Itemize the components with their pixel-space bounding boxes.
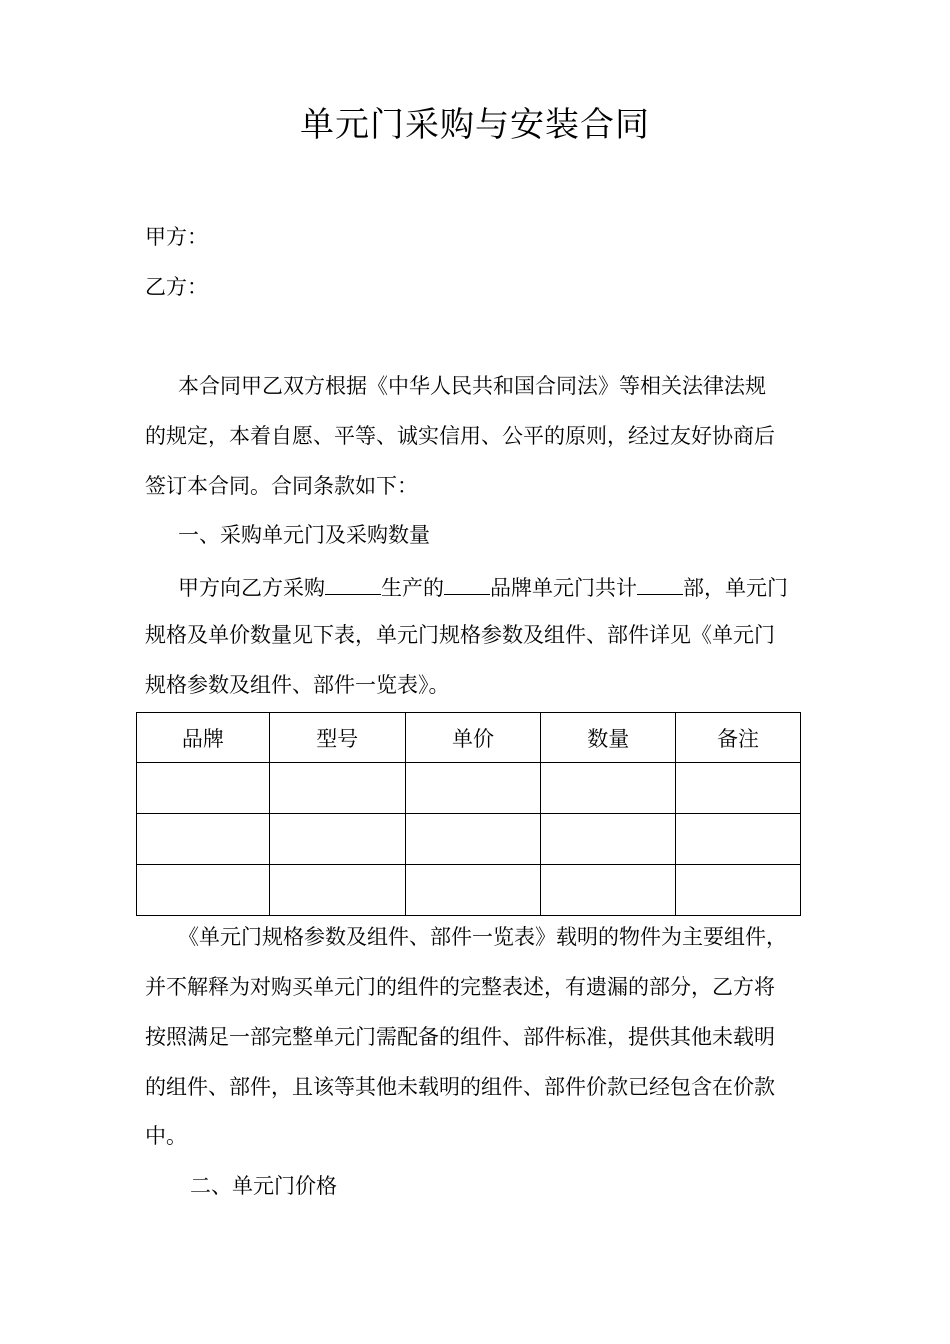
table-row <box>137 865 801 916</box>
table-cell[interactable] <box>676 763 801 814</box>
table-cell[interactable] <box>405 865 541 916</box>
section-1-paragraph-line-1 <box>178 570 843 603</box>
table-cell[interactable] <box>269 865 405 916</box>
intro-line-2: 的规定，本着自愿、平等、诚实信用、公平的原则，经过友好协商后 <box>145 424 775 448</box>
purchase-text-4: 部，单元门 <box>683 576 788 600</box>
table-cell[interactable] <box>405 814 541 865</box>
column-header-quantity: 数量 <box>541 713 676 763</box>
section-1-paragraph-line-2: 规格及单价数量见下表，单元门规格参数及组件、部件详见《单元门 <box>145 623 775 647</box>
party-a-label: 甲方： <box>145 225 208 249</box>
column-header-brand: 品牌 <box>137 713 270 763</box>
purchase-text-2: 生产的 <box>381 576 444 600</box>
table-cell[interactable] <box>541 763 676 814</box>
table-cell[interactable] <box>137 763 270 814</box>
table-cell[interactable] <box>269 814 405 865</box>
table-cell[interactable] <box>676 865 801 916</box>
note-line-4: 的组件、部件，且该等其他未载明的组件、部件价款已经包含在价款 <box>145 1075 775 1099</box>
table-header-row <box>137 713 801 763</box>
door-spec-table <box>136 712 801 916</box>
note-line-2: 并不解释为对购买单元门的组件的完整表述，有遗漏的部分，乙方将 <box>145 975 775 999</box>
intro-line-3: 签订本合同。合同条款如下： <box>145 474 418 498</box>
purchase-text-1: 甲方向乙方采购 <box>178 576 325 600</box>
section-1-heading: 一、采购单元门及采购数量 <box>178 523 430 547</box>
section-1-paragraph-line-3: 规格参数及组件、部件一览表》。 <box>145 673 450 697</box>
brand-blank-field[interactable] <box>444 570 490 595</box>
table-cell[interactable] <box>676 814 801 865</box>
column-header-model: 型号 <box>269 713 405 763</box>
quantity-blank-field[interactable] <box>637 570 683 595</box>
table-row <box>137 814 801 865</box>
document-title: 单元门采购与安装合同 <box>300 105 650 145</box>
table-cell[interactable] <box>405 763 541 814</box>
manufacturer-blank-field[interactable] <box>325 570 381 595</box>
table-cell[interactable] <box>541 814 676 865</box>
table-cell[interactable] <box>269 763 405 814</box>
note-line-5: 中。 <box>145 1124 187 1148</box>
table-cell[interactable] <box>137 814 270 865</box>
section-2-heading: 二、单元门价格 <box>190 1174 337 1198</box>
note-line-3: 按照满足一部完整单元门需配备的组件、部件标准，提供其他未载明 <box>145 1025 775 1049</box>
note-line-1: 《单元门规格参数及组件、部件一览表》载明的物件为主要组件， <box>178 925 787 949</box>
intro-line-1: 本合同甲乙双方根据《中华人民共和国合同法》等相关法律法规 <box>178 374 766 398</box>
column-header-remarks: 备注 <box>676 713 801 763</box>
party-b-label: 乙方： <box>145 275 208 299</box>
purchase-text-3: 品牌单元门共计 <box>490 576 637 600</box>
table-cell[interactable] <box>137 865 270 916</box>
column-header-unit-price: 单价 <box>405 713 541 763</box>
table-cell[interactable] <box>541 865 676 916</box>
table-row <box>137 763 801 814</box>
